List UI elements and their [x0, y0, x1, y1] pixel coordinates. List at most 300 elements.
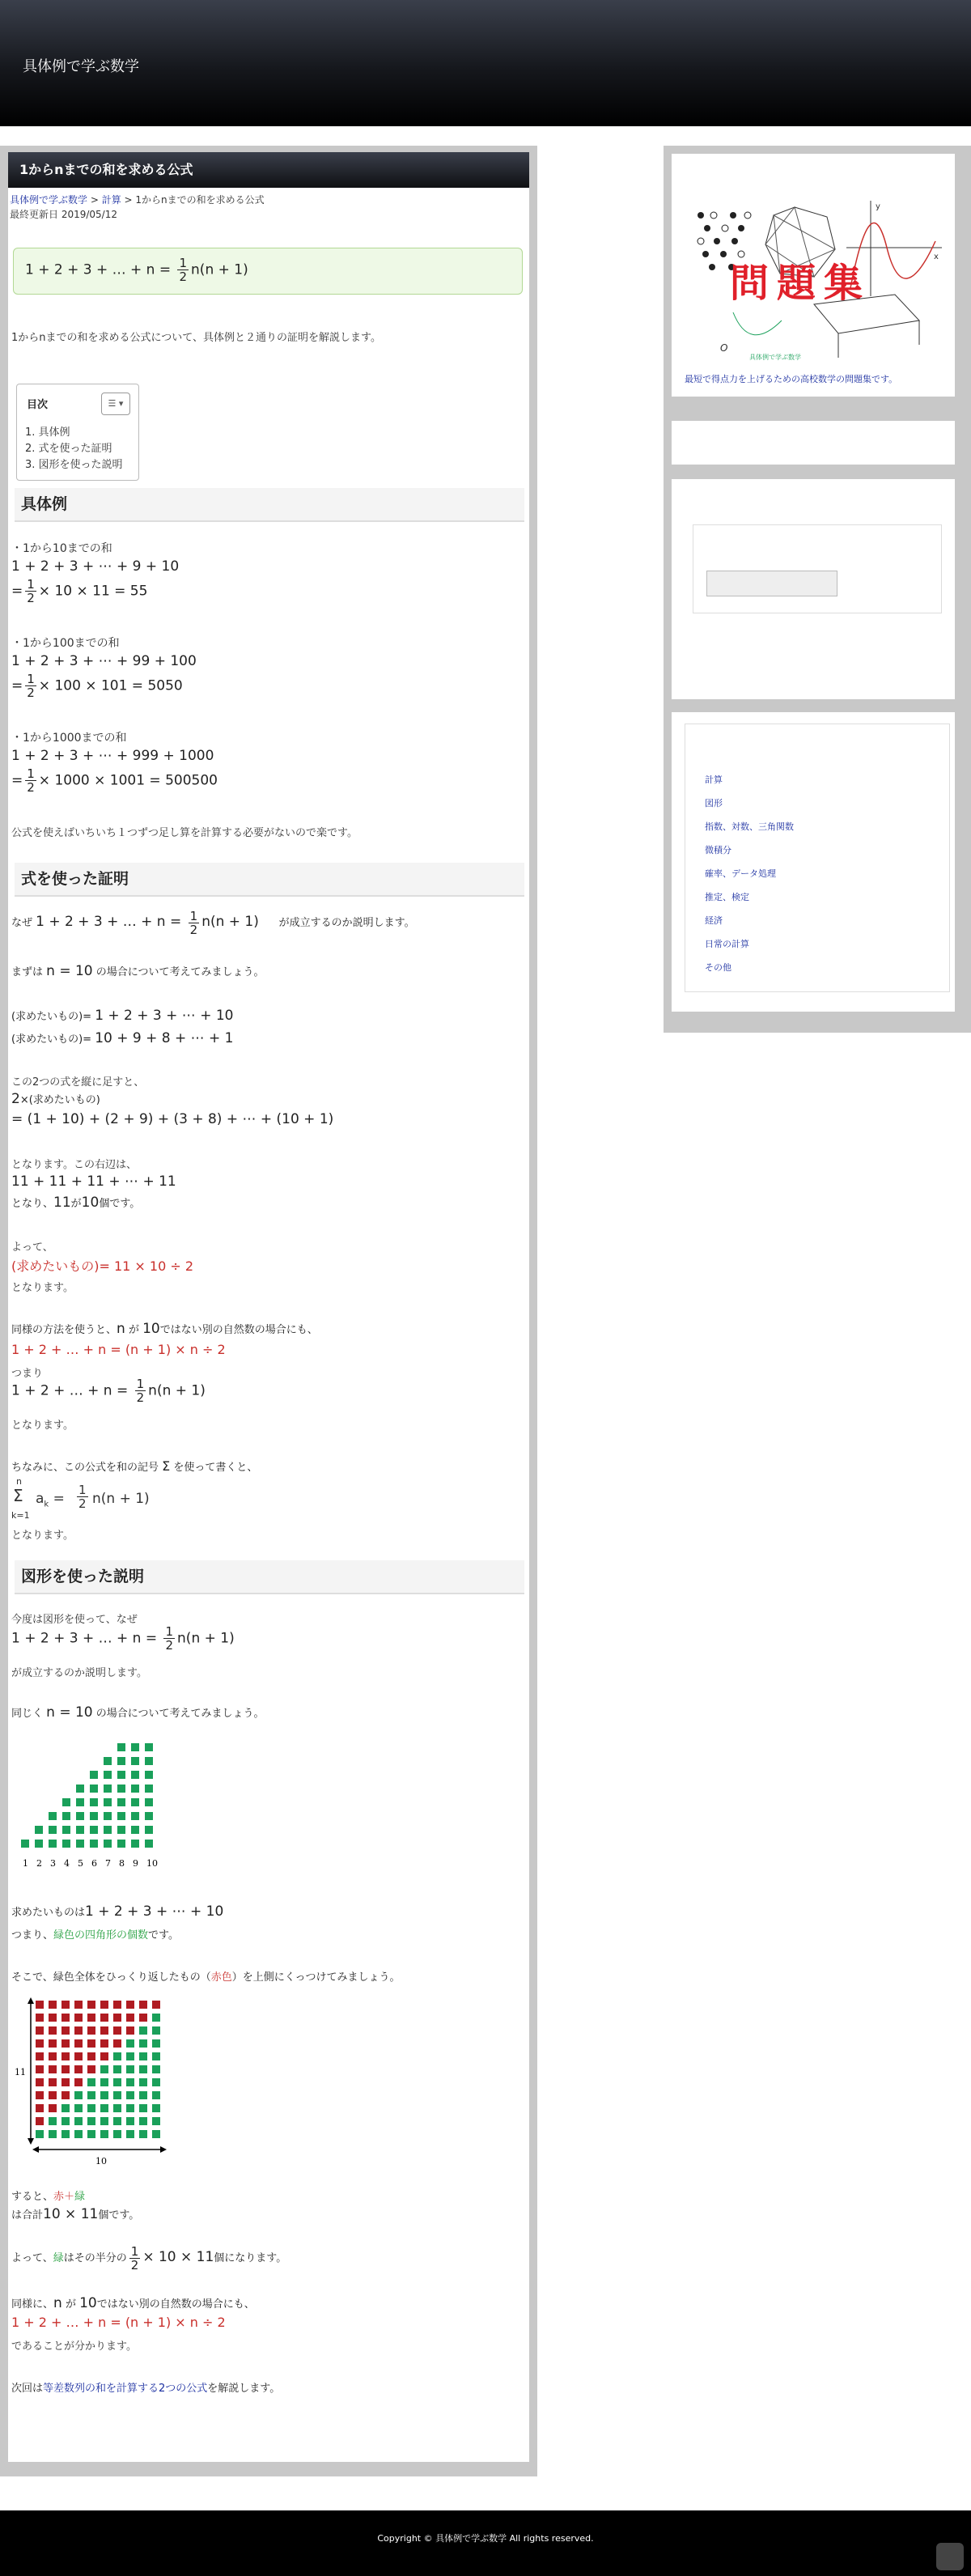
category-calculation[interactable]: 計算 — [705, 774, 723, 785]
green-square — [139, 2026, 147, 2035]
red-square — [36, 2026, 44, 2035]
ad-logo: 具体例で学ぶ数学 — [749, 354, 801, 361]
ad-banner-image[interactable] — [685, 199, 943, 361]
red-square — [36, 2039, 44, 2048]
fraction — [25, 578, 36, 605]
sigma-lower: k=1 — [11, 1510, 30, 1521]
breadcrumb-separator: > — [121, 194, 136, 206]
staircase-x-label: 1 — [23, 1858, 28, 1868]
green-square — [152, 2104, 160, 2112]
ad-caption-link[interactable]: 最短で得点力を上げるための高校数学の問題集です。 — [685, 374, 898, 384]
proof-text: となります。 — [11, 1420, 74, 1432]
post-title: 1からnまでの和を求める公式 — [8, 152, 529, 188]
green-square — [104, 1785, 112, 1793]
green-square — [35, 1840, 43, 1848]
red-square — [49, 2014, 57, 2022]
site-title[interactable]: 具体例で学ぶ数学 — [23, 58, 139, 75]
green-square — [126, 2065, 134, 2073]
green-square — [152, 2091, 160, 2099]
green-square — [139, 2091, 147, 2099]
green-square — [152, 2026, 160, 2035]
toc-item-examples[interactable]: 1. 具体例 — [25, 427, 70, 439]
main-formula — [25, 257, 248, 283]
green-square — [104, 1840, 112, 1848]
toc-item-figure-proof[interactable]: 3. 図形を使った説明 — [25, 459, 123, 471]
equals: = — [11, 772, 23, 789]
text: (求めたいもの)= — [11, 1011, 92, 1023]
denominator: 2 — [136, 1390, 145, 1405]
figure-text: 今度は図形を使って、なぜ — [11, 1614, 138, 1626]
text: 同じく — [11, 1708, 44, 1720]
fraction-body — [77, 1483, 88, 1510]
red-square — [87, 2065, 95, 2073]
next-article — [11, 2379, 280, 2395]
rectangle-figure — [11, 1997, 173, 2169]
red-square — [152, 2001, 160, 2009]
green-square — [117, 1757, 125, 1765]
green-square — [104, 1826, 112, 1834]
proof-case-text — [11, 963, 265, 979]
staircase-x-label: 7 — [105, 1858, 111, 1868]
math: n(n + 1) — [148, 1382, 206, 1399]
numerator: 1 — [78, 1483, 87, 1497]
example-1-label: ・1から10までの和 — [11, 542, 112, 555]
green-square — [145, 1743, 153, 1751]
category-economics[interactable]: 経済 — [705, 915, 723, 926]
math: a — [36, 1491, 45, 1507]
toc-item-formula-proof[interactable]: 2. 式を使った証明 — [25, 443, 112, 455]
category-probability-data[interactable]: 確率、データ処理 — [705, 868, 776, 879]
text: 個です。 — [99, 1198, 141, 1210]
math: = — [53, 1491, 65, 1507]
category-exp-log-trig[interactable]: 指数、対数、三角関数 — [705, 821, 794, 832]
math: 11 — [53, 1195, 71, 1211]
green-square — [117, 1840, 125, 1848]
red-square — [87, 2026, 95, 2035]
numerator: 1 — [27, 766, 35, 781]
math: n(n + 1) — [92, 1491, 150, 1507]
red-square — [126, 2001, 134, 2009]
staircase-x-label: 2 — [36, 1858, 42, 1868]
green-square — [49, 2117, 57, 2125]
text: (求めたいもの)= — [11, 1033, 92, 1046]
breadcrumb-home-link[interactable]: 具体例で学ぶ数学 — [10, 194, 88, 206]
math: n(n + 1) — [201, 914, 259, 930]
example-2-label: ・1から100までの和 — [11, 637, 120, 650]
red-square — [49, 2104, 57, 2112]
text: ではない別の自然数の場合にも、 — [159, 1324, 318, 1336]
green-square — [117, 1771, 125, 1779]
green-square — [61, 2130, 70, 2138]
green-square — [145, 1798, 153, 1806]
search-frame — [693, 524, 942, 613]
plus: ＋ — [64, 2191, 75, 2203]
breadcrumb-separator: > — [87, 194, 102, 206]
red-square — [87, 2001, 95, 2009]
green-square — [100, 2091, 108, 2099]
toc-toggle-button[interactable]: ☰ ▾ — [101, 393, 130, 415]
red-square — [113, 2026, 121, 2035]
example-3-label: ・1から1000までの和 — [11, 732, 127, 745]
ad-widget — [672, 154, 955, 397]
numerator: 1 — [130, 2244, 139, 2259]
proof-text: となります。この右辺は、 — [11, 1159, 137, 1171]
figure-case-text — [11, 1704, 265, 1721]
green-square — [74, 2130, 83, 2138]
text: が成立するのか説明します。 — [278, 917, 415, 929]
text: ×(求めたいもの) — [19, 1094, 100, 1106]
green-square — [152, 2078, 160, 2086]
category-geometry[interactable]: 図形 — [705, 798, 723, 808]
green-square — [131, 1812, 139, 1820]
red-square — [74, 2052, 83, 2060]
green-square — [131, 1743, 139, 1751]
green-square — [126, 2039, 134, 2048]
text: の場合について考えてみましょう。 — [95, 1708, 265, 1720]
red-square — [61, 2078, 70, 2086]
math: × 10 × 11 — [142, 2249, 214, 2265]
y-axis-label: y — [876, 202, 880, 211]
text: 次回は — [11, 2383, 44, 2395]
staircase-x-label: 5 — [78, 1858, 83, 1868]
green-square — [139, 2117, 147, 2125]
search-input[interactable] — [706, 571, 837, 596]
green-square — [145, 1771, 153, 1779]
proof-text: つまり — [11, 1368, 44, 1380]
math: 1 + 2 + 3 + ⋯ + 10 — [85, 1903, 224, 1920]
green-square — [90, 1771, 98, 1779]
text: 個です。 — [98, 2209, 140, 2222]
parabola-graph — [733, 312, 782, 335]
green-square — [152, 2130, 160, 2138]
red-square — [49, 2026, 57, 2035]
proof-text: となります。 — [11, 1530, 74, 1542]
proof-text — [11, 1195, 140, 1211]
figure-text: であることが分かります。 — [11, 2340, 137, 2353]
green-square — [61, 2117, 70, 2125]
green-square — [87, 2104, 95, 2112]
double-sum-label — [11, 1091, 100, 1107]
category-widget — [672, 712, 955, 1012]
green-square — [90, 1812, 98, 1820]
text: ではない別の自然数の場合にも、 — [96, 2298, 255, 2311]
toc-title: 目次 — [27, 399, 49, 411]
green-square — [49, 2130, 57, 2138]
numerator: 1 — [165, 1624, 174, 1639]
math: n — [53, 2295, 62, 2311]
sigma-symbol: Σ — [13, 1486, 23, 1505]
back-to-top-button[interactable] — [936, 2543, 964, 2570]
search-widget — [672, 479, 955, 699]
green-square — [76, 1826, 84, 1834]
math: 10 + 9 + 8 + ⋯ + 1 — [95, 1030, 234, 1046]
sigma-upper: n — [16, 1476, 22, 1487]
green-square — [90, 1785, 98, 1793]
green-text: 緑色の四角形の個数 — [53, 1929, 149, 1942]
red-square — [87, 2014, 95, 2022]
red-square — [61, 2065, 70, 2073]
green-square — [113, 2065, 121, 2073]
green-square — [152, 2052, 160, 2060]
green-square — [126, 2117, 134, 2125]
math: 1 + 2 + 3 + ⋯ + 10 — [95, 1008, 234, 1024]
text: です。 — [148, 1929, 179, 1942]
red-square — [61, 2091, 70, 2099]
width-label: 10 — [95, 2156, 107, 2166]
red-square — [74, 2026, 83, 2035]
intro-text: 1からnまでの和を求める公式について、具体例と２通りの証明を解説します。 — [11, 332, 381, 344]
math: Σ — [162, 1458, 171, 1474]
fraction — [25, 673, 36, 699]
green-square — [74, 2091, 83, 2099]
red-square — [36, 2014, 44, 2022]
figure-text — [11, 2245, 286, 2272]
green-square — [87, 2091, 95, 2099]
green-square — [131, 1771, 139, 1779]
red-square — [100, 2039, 108, 2048]
red-square — [113, 2014, 121, 2022]
sigma-intro — [11, 1458, 257, 1474]
formula-lhs: 1 + 2 + 3 + … + n = — [25, 261, 176, 278]
green-square — [87, 2117, 95, 2125]
green-square — [145, 1757, 153, 1765]
green-square — [76, 1840, 84, 1848]
green-text: 緑 — [74, 2191, 86, 2203]
staircase-x-label: 8 — [119, 1858, 125, 1868]
figure-text — [11, 1903, 223, 1920]
red-square — [36, 2104, 44, 2112]
green-square — [62, 1826, 70, 1834]
green-square — [139, 2039, 147, 2048]
green-square — [113, 2091, 121, 2099]
breadcrumb — [10, 193, 265, 206]
green-square — [131, 1840, 139, 1848]
category-daily-calculation[interactable]: 日常の計算 — [705, 939, 749, 949]
green-square — [100, 2078, 108, 2086]
staircase-figure — [13, 1738, 175, 1868]
green-square — [131, 1798, 139, 1806]
green-square — [126, 2091, 134, 2099]
red-square — [36, 2052, 44, 2060]
main-column — [0, 146, 537, 2476]
breadcrumb-category-link[interactable]: 計算 — [101, 194, 121, 206]
text: が — [128, 1324, 139, 1336]
article — [8, 152, 529, 2462]
text: 個になります。 — [214, 2252, 287, 2264]
red-square — [87, 2039, 95, 2048]
green-square — [49, 1840, 57, 1848]
green-square — [131, 1785, 139, 1793]
expression: × 100 × 101 = 5050 — [38, 677, 183, 694]
figure-result: 1 + 2 + … + n = (n + 1) × n ÷ 2 — [11, 2315, 226, 2330]
numerator: 1 — [179, 256, 188, 270]
green-square — [61, 2104, 70, 2112]
red-square — [74, 2078, 83, 2086]
sum-backward — [11, 1030, 233, 1046]
proof-generalize — [11, 1321, 318, 1337]
math: 10 — [79, 2295, 97, 2311]
green-square — [139, 2065, 147, 2073]
denominator: 2 — [179, 269, 188, 284]
green-square — [35, 1826, 43, 1834]
green-square — [49, 1812, 57, 1820]
red-square — [36, 2065, 44, 2073]
green-square — [131, 1826, 139, 1834]
green-text: 緑 — [53, 2252, 64, 2264]
red-square — [49, 2039, 57, 2048]
staircase-x-label: 4 — [64, 1858, 70, 1868]
arrow-head — [28, 1997, 34, 2004]
example-2-line2 — [11, 673, 183, 699]
red-square — [139, 2001, 147, 2009]
green-square — [100, 2117, 108, 2125]
proof-text: となります。 — [11, 1282, 74, 1294]
text: すると、 — [11, 2191, 54, 2203]
expression: × 1000 × 1001 = 500500 — [38, 772, 218, 789]
sigma-formula — [11, 1476, 173, 1525]
staircase-x-label: 3 — [50, 1858, 56, 1868]
red-square — [74, 2039, 83, 2048]
expression: × 10 × 11 = 55 — [38, 583, 148, 600]
category-calculus[interactable]: 微積分 — [705, 845, 731, 855]
next-article-link[interactable]: 等差数列の和を計算する2つの公式 — [43, 2383, 208, 2395]
example-1-line1: 1 + 2 + 3 + ⋯ + 9 + 10 — [11, 558, 180, 575]
ad-banner-title: 問題集 — [730, 261, 871, 306]
proof-text: この2つの式を縦に足すと、 — [11, 1076, 145, 1089]
math: 10 — [142, 1321, 160, 1337]
green-square — [90, 1840, 98, 1848]
red-text: 赤色 — [210, 1971, 232, 1984]
denominator: 2 — [27, 591, 35, 605]
green-square — [152, 2014, 160, 2022]
text: ちなみに、この公式を和の記号 — [11, 1462, 159, 1474]
arrow-head — [160, 2146, 167, 2153]
green-square — [145, 1812, 153, 1820]
red-square — [126, 2026, 134, 2035]
red-square — [36, 2091, 44, 2099]
green-square — [49, 1826, 57, 1834]
fraction — [74, 1483, 91, 1510]
red-text: 赤 — [53, 2191, 65, 2203]
green-square — [152, 2065, 160, 2073]
math: n — [117, 1321, 125, 1337]
green-square — [139, 2130, 147, 2138]
origin-label: O — [720, 342, 728, 354]
last-updated: 最終更新日 2019/05/12 — [10, 209, 117, 220]
figure-formula — [11, 1625, 235, 1652]
text: となり、 — [11, 1198, 54, 1210]
category-list — [685, 724, 950, 992]
red-square — [36, 2078, 44, 2086]
green-square — [145, 1785, 153, 1793]
text: が — [70, 1198, 82, 1210]
green-square — [152, 2039, 160, 2048]
heading-examples: 具体例 — [15, 488, 524, 522]
text: まずは — [11, 966, 44, 978]
general-result: 1 + 2 + … + n = (n + 1) × n ÷ 2 — [11, 1342, 226, 1357]
green-square — [104, 1812, 112, 1820]
green-square — [126, 2052, 134, 2060]
red-square — [61, 2052, 70, 2060]
text: はその半分の — [63, 2252, 127, 2264]
green-square — [139, 2104, 147, 2112]
denominator: 2 — [189, 923, 198, 937]
red-square — [61, 2014, 70, 2022]
red-square — [87, 2052, 95, 2060]
math: 10 — [81, 1195, 100, 1211]
figure-generalize — [11, 2295, 255, 2311]
figure-text — [11, 1926, 179, 1942]
examples-note: 公式を使えばいちいち１つずつ足し算を計算する必要がないので楽です。 — [11, 827, 358, 839]
text: を解説します。 — [207, 2383, 281, 2395]
red-square — [74, 2065, 83, 2073]
double-sum-expression: = (1 + 10) + (2 + 9) + (3 + 8) + ⋯ + (10 + 1) — [11, 1111, 334, 1127]
proof-result: (求めたいもの)= 11 × 10 ÷ 2 — [11, 1258, 194, 1274]
green-square — [152, 2117, 160, 2125]
green-square — [87, 2078, 95, 2086]
category-other[interactable]: その他 — [705, 962, 731, 973]
green-square — [76, 1812, 84, 1820]
figure-text: が成立するのか説明します。 — [11, 1667, 147, 1679]
example-3-line2 — [11, 767, 218, 794]
green-square — [90, 1826, 98, 1834]
green-square — [117, 1798, 125, 1806]
red-square — [49, 2091, 57, 2099]
math: 10 × 11 — [43, 2206, 99, 2222]
staircase-x-label: 9 — [133, 1858, 138, 1868]
green-square — [113, 2104, 121, 2112]
text: ）を上側にくっつけてみましょう。 — [231, 1971, 401, 1984]
math: 1 + 2 + 3 + … + n = — [36, 914, 186, 930]
numerator: 1 — [189, 909, 198, 923]
red-square — [139, 2014, 147, 2022]
green-square — [117, 1743, 125, 1751]
denominator: 2 — [165, 1638, 174, 1653]
red-square — [74, 2001, 83, 2009]
green-square — [62, 1812, 70, 1820]
text: を使って書くと、 — [173, 1462, 258, 1474]
red-square — [113, 2039, 121, 2048]
fraction — [177, 257, 189, 283]
text: の場合について考えてみましょう。 — [95, 966, 265, 978]
category-estimation-testing[interactable]: 推定、検定 — [705, 892, 749, 902]
math: n = 10 — [46, 963, 93, 979]
arrow-head — [28, 2138, 34, 2145]
text: 同様に、 — [11, 2298, 54, 2311]
green-square — [90, 1798, 98, 1806]
text: なぜ — [11, 917, 33, 929]
fraction — [163, 1625, 175, 1652]
green-square — [113, 2117, 121, 2125]
green-square — [117, 1812, 125, 1820]
text: が — [65, 2298, 76, 2311]
green-square — [139, 2052, 147, 2060]
green-square — [76, 1798, 84, 1806]
red-square — [49, 2052, 57, 2060]
fraction — [189, 910, 200, 936]
proof-text: よって、 — [11, 1241, 53, 1254]
green-square — [36, 2130, 44, 2138]
red-square — [100, 2001, 108, 2009]
green-square — [74, 2117, 83, 2125]
site-footer — [0, 2510, 971, 2576]
green-square — [131, 1757, 139, 1765]
denominator: 2 — [27, 685, 35, 700]
equals: = — [11, 677, 23, 694]
math: n(n + 1) — [177, 1630, 235, 1647]
red-square — [61, 2026, 70, 2035]
sum-forward — [11, 1008, 233, 1024]
